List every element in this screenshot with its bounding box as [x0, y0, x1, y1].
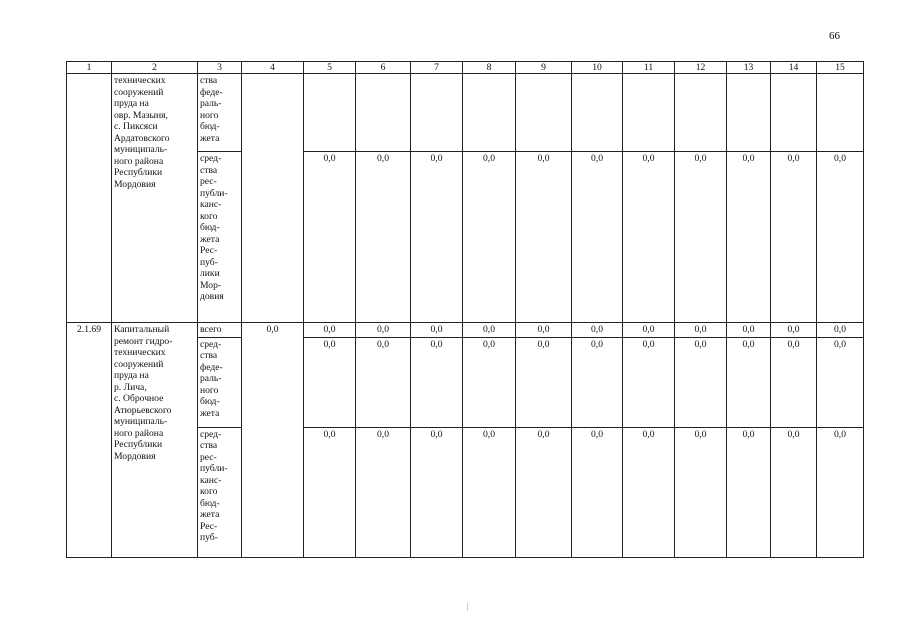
value-cell: 0,0	[817, 323, 864, 338]
text-line: ства	[200, 164, 218, 176]
text-line: ства	[200, 75, 218, 86]
value-cell: 0,0	[771, 152, 817, 323]
text-line: жета	[200, 233, 220, 245]
text-line: Атюрьевского	[114, 404, 172, 416]
value-cell: 0,0	[304, 152, 356, 323]
text-line: Республики	[114, 439, 163, 450]
value-cell: 0,0	[356, 323, 411, 338]
text-line: ства	[200, 350, 218, 361]
page-number: 66	[829, 30, 840, 42]
text-line: довия	[200, 291, 224, 302]
item-number: 2.1.69	[67, 323, 112, 558]
text-line: технических	[114, 347, 166, 358]
value-cell: 0,0	[623, 152, 675, 323]
federal-label	[198, 337, 242, 427]
empty-cell	[727, 74, 771, 152]
value-cell: 0,0	[411, 152, 463, 323]
column-header: 1	[67, 62, 112, 74]
value-cell: 0,0	[675, 337, 727, 427]
scan-artifact	[467, 603, 468, 611]
empty-cell	[356, 74, 411, 152]
value-cell: 0,0	[817, 427, 864, 557]
value-cell: 0,0	[675, 323, 727, 338]
value-cell: 0,0	[675, 152, 727, 323]
text-line: бюд-	[200, 497, 220, 509]
prev-item-federal-label	[198, 74, 242, 152]
value-cell: 0,0	[623, 427, 675, 557]
value-cell: 0,0	[463, 427, 516, 557]
text-line: с. Оброчное	[114, 393, 164, 404]
empty-cell	[771, 74, 817, 152]
text-line: публи-	[200, 463, 228, 474]
text-line: Мордовия	[114, 178, 156, 190]
column-header: 12	[675, 62, 727, 74]
text-line: пруда на	[114, 370, 149, 381]
value-cell: 0,0	[675, 427, 727, 557]
prev-item-regional-label	[198, 152, 242, 323]
value-cell: 0,0	[817, 152, 864, 323]
text-line: феде-	[200, 361, 223, 373]
text-line: канс-	[200, 474, 222, 486]
item-name	[112, 323, 198, 558]
empty-cell	[675, 74, 727, 152]
column-header: 15	[817, 62, 864, 74]
budget-table	[66, 61, 864, 558]
text-line: жета	[200, 132, 220, 144]
text-line: пруда на	[114, 98, 149, 109]
total-label: всего	[198, 323, 242, 338]
text-line: лики	[200, 268, 220, 279]
text-line: Рес-	[200, 245, 218, 256]
empty-cell	[817, 74, 864, 152]
text-line: Республики	[114, 167, 163, 178]
text-line: р. Лича,	[114, 381, 147, 393]
text-line: сред-	[200, 428, 222, 440]
value-cell: 0,0	[516, 427, 572, 557]
value-cell: 0,0	[771, 337, 817, 427]
value-cell: 0,0	[411, 427, 463, 557]
value-cell: 0,0	[727, 337, 771, 427]
value-cell: 0,0	[817, 337, 864, 427]
empty-cell	[572, 74, 623, 152]
value-cell: 0,0	[771, 427, 817, 557]
column-header: 4	[242, 62, 304, 74]
empty-cell	[516, 74, 572, 152]
prev-item-col4-cell	[242, 74, 304, 323]
text-line: раль-	[200, 98, 222, 109]
value-cell: 0,0	[411, 323, 463, 338]
text-line: Мордовия	[114, 450, 156, 462]
column-header: 10	[572, 62, 623, 74]
value-cell: 0,0	[356, 427, 411, 557]
value-cell: 0,0	[727, 323, 771, 338]
text-line: ного	[200, 109, 219, 121]
text-line: муниципаль-	[114, 416, 168, 427]
column-header: 6	[356, 62, 411, 74]
value-cell: 0,0	[572, 152, 623, 323]
value-cell: 0,0	[516, 337, 572, 427]
text-line: Мор-	[200, 279, 222, 291]
text-line: сооружений	[114, 358, 164, 370]
value-cell: 0,0	[516, 152, 572, 323]
value-cell: 0,0	[463, 337, 516, 427]
value-cell: 0,0	[572, 323, 623, 338]
text-line: технических	[114, 75, 166, 86]
text-line: публи-	[200, 187, 228, 199]
value-cell: 0,0	[463, 152, 516, 323]
empty-cell	[463, 74, 516, 152]
text-line: жета	[200, 407, 220, 419]
value-cell: 0,0	[304, 323, 356, 338]
text-line: Ардатовского	[114, 132, 170, 144]
column-header: 8	[463, 62, 516, 74]
value-cell: 0,0	[516, 323, 572, 338]
text-line: ного района	[114, 427, 164, 439]
value-cell: 0,0	[356, 337, 411, 427]
value-cell: 0,0	[572, 427, 623, 557]
column-header: 7	[411, 62, 463, 74]
text-line: муниципаль-	[114, 144, 168, 155]
value-cell: 0,0	[411, 337, 463, 427]
value-cell: 0,0	[623, 337, 675, 427]
item-2-1-69-total-row	[67, 323, 864, 338]
column-header: 3	[198, 62, 242, 74]
text-line: пуб-	[200, 256, 218, 268]
text-line: бюд-	[200, 222, 220, 233]
text-line: кого	[200, 210, 218, 222]
empty-cell	[411, 74, 463, 152]
text-line: ного	[200, 384, 219, 396]
column-header: 14	[771, 62, 817, 74]
text-line: пуб-	[200, 532, 218, 543]
text-line: рес-	[200, 451, 217, 463]
column-header: 13	[727, 62, 771, 74]
text-line: овр. Мазыня,	[114, 109, 168, 121]
empty-cell	[304, 74, 356, 152]
text-line: Капитальный	[114, 324, 170, 335]
text-line: сред-	[200, 153, 222, 164]
value-cell: 0,0	[727, 427, 771, 557]
regional-label	[198, 427, 242, 557]
column-header: 11	[623, 62, 675, 74]
column-number-row	[67, 62, 864, 74]
value-cell: 0,0	[304, 427, 356, 557]
text-line: ства	[200, 440, 218, 451]
value-cell: 0,0	[304, 337, 356, 427]
text-line: раль-	[200, 373, 222, 384]
text-line: бюд-	[200, 121, 220, 132]
value-cell: 0,0	[771, 323, 817, 338]
text-line: рес-	[200, 176, 217, 187]
empty-cell	[623, 74, 675, 152]
text-line: сред-	[200, 338, 222, 350]
text-line: с. Пиксяси	[114, 121, 158, 132]
value-cell: 0,0	[463, 323, 516, 338]
text-line: ремонт гидро-	[114, 335, 173, 347]
prev-item-number-cell	[67, 74, 112, 323]
text-line: феде-	[200, 86, 223, 98]
value-cell: 0,0	[623, 323, 675, 338]
column-header: 2	[112, 62, 198, 74]
text-line: жета	[200, 509, 220, 520]
column-header: 5	[304, 62, 356, 74]
text-line: кого	[200, 486, 218, 497]
text-line: Рес-	[200, 520, 218, 532]
text-line: канс-	[200, 199, 222, 210]
text-line: сооружений	[114, 86, 164, 98]
text-line: ного района	[114, 155, 164, 167]
text-line: бюд-	[200, 396, 220, 407]
prev-item-name	[112, 74, 198, 323]
col4-value: 0,0	[242, 323, 304, 558]
prev-item-federal-row	[67, 74, 864, 152]
value-cell: 0,0	[572, 337, 623, 427]
column-header: 9	[516, 62, 572, 74]
value-cell: 0,0	[356, 152, 411, 323]
value-cell: 0,0	[727, 152, 771, 323]
